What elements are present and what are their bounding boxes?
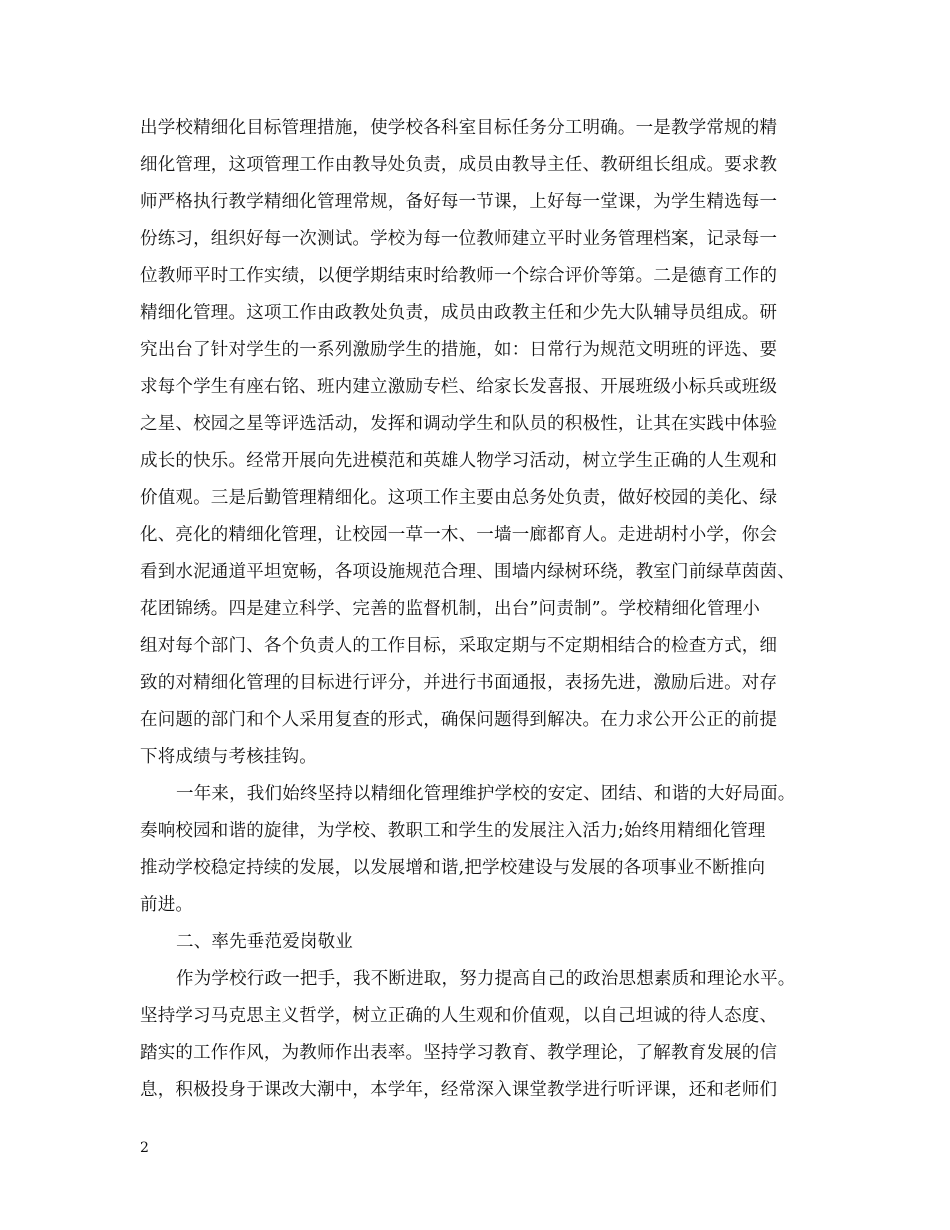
text-line: 看到水泥通道平坦宽畅，各项设施规范合理、围墙内绿树环绕，教室门前绿草茵茵、: [140, 562, 795, 582]
text-line: 致的对精细化管理的目标进行评分，并进行书面通报，表扬先进，激励后进。对存: [140, 673, 778, 693]
text-line: 细化管理，这项管理工作由教导处负责，成员由教导主任、教研组长组成。要求教: [140, 155, 778, 175]
text-line: 求每个学生有座右铭、班内建立激励专栏、给家长发喜报、开展班级小标兵或班级: [140, 377, 778, 397]
text-line: 成长的快乐。经常开展向先进模范和英雄人物学习活动，树立学生正确的人生观和: [140, 451, 778, 471]
text-line: 位教师平时工作实绩，以便学期结束时给教师一个综合评价等第。二是德育工作的: [140, 266, 778, 286]
text-line: 在问题的部门和个人采用复查的形式，确保问题得到解决。在力求公开公正的前提: [140, 710, 778, 730]
text-line: 之星、校园之星等评选活动，发挥和调动学生和队员的积极性，让其在实践中体验: [140, 414, 778, 434]
text-line: 精细化管理。这项工作由政教处负责，成员由政教主任和少先大队辅导员组成。研: [140, 303, 778, 323]
section-heading: 二、率先垂范爱岗敬业: [176, 932, 353, 952]
text-line: 究出台了针对学生的一系列激励学生的措施，如：日常行为规范文明班的评选、要: [140, 340, 778, 360]
paragraph-first-line: 一年来，我们始终坚持以精细化管理维护学校的安定、团结、和谐的大好局面。: [176, 784, 796, 804]
text-line: 价值观。三是后勤管理精细化。这项工作主要由总务处负责，做好校园的美化、绿: [140, 488, 778, 508]
text-line: 组对每个部门、各个负责人的工作目标，采取定期与不定期相结合的检查方式，细: [140, 636, 778, 656]
text-line: 坚持学习马克思主义哲学，树立正确的人生观和价值观，以自己坦诚的待人态度、: [140, 1006, 778, 1026]
text-line: 份练习，组织好每一次测试。学校为每一位教师建立平时业务管理档案，记录每一: [140, 229, 778, 249]
text-line: 奏响校园和谐的旋律，为学校、教职工和学生的发展注入活力;始终用精细化管理: [140, 821, 766, 841]
text-line: 推动学校稳定持续的发展，以发展增和谐,把学校建设与发展的各项事业不断推向: [140, 858, 766, 878]
text-line: 花团锦绣。四是建立科学、完善的监督机制，出台”问责制”。学校精细化管理小: [140, 599, 761, 619]
text-line: 师严格执行教学精细化管理常规，备好每一节课，上好每一堂课，为学生精选每一: [140, 192, 778, 212]
text-line: 息，积极投身于课改大潮中，本学年，经常深入课堂教学进行听评课，还和老师们: [140, 1080, 778, 1100]
text-line: 下将成绩与考核挂钩。: [140, 747, 317, 767]
paragraph-first-line: 作为学校行政一把手，我不断进取，努力提高自己的政治思想素质和理论水平。: [176, 969, 796, 989]
text-line: 出学校精细化目标管理措施，使学校各科室目标任务分工明确。一是教学常规的精: [140, 118, 778, 138]
text-line: 前进。: [140, 895, 194, 915]
text-line: 踏实的工作作风，为教师作出表率。坚持学习教育、教学理论，了解教育发展的信: [140, 1043, 778, 1063]
text-line: 化、亮化的精细化管理，让校园一草一木、一墙一廊都育人。走进胡村小学，你会: [140, 525, 778, 545]
page-number: 2: [140, 1140, 149, 1156]
